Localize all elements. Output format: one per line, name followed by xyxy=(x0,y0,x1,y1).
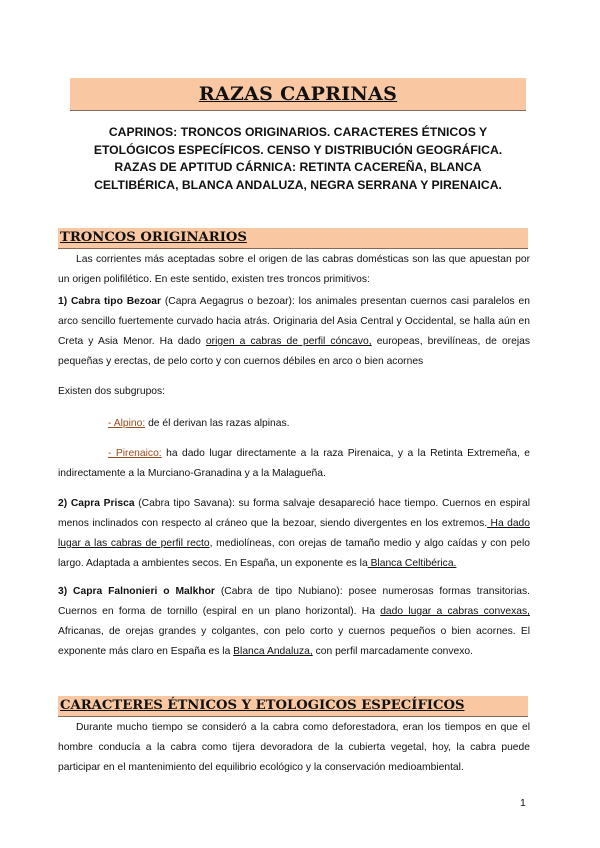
pirenaico-label: - Pirenaico: xyxy=(108,448,162,459)
bezoar-text-1: (Capra Aegagrus o bezoar): los animales presentan cuernos casi paralelos en arco sencillo fuertemente curvado hacia atrás. Originaria del Asia Central y Occidental, se halla aún en Creta y Asia Menor. Ha dado xyxy=(58,296,530,347)
section-heading-text: TRONCOS ORIGINARIOS xyxy=(60,230,247,245)
paragraph-falconeri xyxy=(58,582,530,662)
section-heading-caracteres xyxy=(58,696,528,717)
prisca-underlined: Ha dado lugar a las cabras de perfil recto xyxy=(58,518,530,549)
alpino-text: de él derivan las razas alpinas. xyxy=(145,418,290,429)
falconeri-underlined: dado lugar a cabras convexas, xyxy=(380,606,530,617)
section-heading-text: CARACTERES ÉTNICOS Y ETOLOGICOS ESPECÍFICOS xyxy=(60,698,465,713)
subtitle: CAPRINOS: TRONCOS ORIGINARIOS. CARACTERES ÉTNICOS Y ETOLÓGICOS ESPECÍFICOS. CENSO Y DISTRIBUCIÓN GEOGRÁFICA. RAZAS DE APTITUD CÁRNICA: RETINTA CACEREÑA, BLANCA CELTIBÉRICA, BLANCA ANDALUZA, NEGRA SERRANA Y PIRENAICA. xyxy=(93,125,503,192)
bezoar-text-2: europeas, brevilíneas, de orejas pequeñas y erectas, de pelo corto y con cuernos débiles en arco o bien acornes xyxy=(58,336,530,367)
falconeri-text-1: (Cabra de tipo Nubiano): posee numerosas formas transitorias. Cuernos en forma de tornillo (espiral en un plano horizontal). Ha xyxy=(58,586,530,617)
section-heading-troncos xyxy=(58,228,528,249)
page-title: RAZAS CAPRINAS xyxy=(198,83,398,105)
falconeri-underlined-2: Blanca Andaluza, xyxy=(233,646,313,657)
prisca-underlined-2: Blanca Celtibérica. xyxy=(367,558,457,569)
page-number: 1 xyxy=(520,797,526,809)
prisca-text-1: (Cabra tipo Savana): su forma salvaje desapareció hace tiempo. Cuernos en espiral menos inclinados con respecto al cráneo que la bezoar, siendo divergentes en los extremos. xyxy=(58,498,530,529)
falconeri-label: 3) Capra Falnonieri o Malkhor xyxy=(58,586,215,597)
prisca-label: 2) Capra Prisca xyxy=(58,498,135,509)
bezoar-underlined: origen a cabras de perfil cóncavo, xyxy=(205,336,372,347)
subgroups-intro: Existen dos subgrupos: xyxy=(58,386,166,397)
alpino-label: - Alpino: xyxy=(108,418,146,429)
prisca-text-2: , mediolíneas, con orejas de tamaño medio y algo caídas y con pelo largo. Adaptada a ambientes secos. En España, un exponente es la xyxy=(58,538,530,569)
bezoar-label: 1) Cabra tipo Bezoar xyxy=(58,296,162,307)
falconeri-text-3: con perfil marcadamente convexo. xyxy=(312,646,474,657)
paragraph-bezoar xyxy=(58,292,530,372)
title-banner xyxy=(70,78,526,111)
intro-paragraph: Las corrientes más aceptadas sobre el origen de las cabras domésticas son las que apuestan por un origen polifilético. En este sentido, existen tres troncos primitivos: xyxy=(58,254,530,285)
falconeri-text-2: Africanas, de orejas grandes y colgantes, con pelo corto y cuernos pequeños o bien acornes. El exponente más claro en España es la xyxy=(58,626,530,657)
subgroup-pirenaico xyxy=(58,444,530,484)
paragraph-prisca xyxy=(58,494,530,574)
pirenaico-text: ha dado lugar directamente a la raza Pirenaica, y a la Retinta Extremeña, e indirectamente a la Murciano-Granadina y a la Malagueña. xyxy=(58,448,530,479)
subgroup-alpino xyxy=(58,414,530,434)
paragraph-caracteres: Durante mucho tiempo se consideró a la cabra como deforestadora, eran los tiempos en que el hombre conducía a la cabra como tijera devoradora de la cubierta vegetal, hoy, la cabra puede participar en el mantenimiento del equilibrio ecológico y la conservación medioambiental. xyxy=(58,722,530,773)
